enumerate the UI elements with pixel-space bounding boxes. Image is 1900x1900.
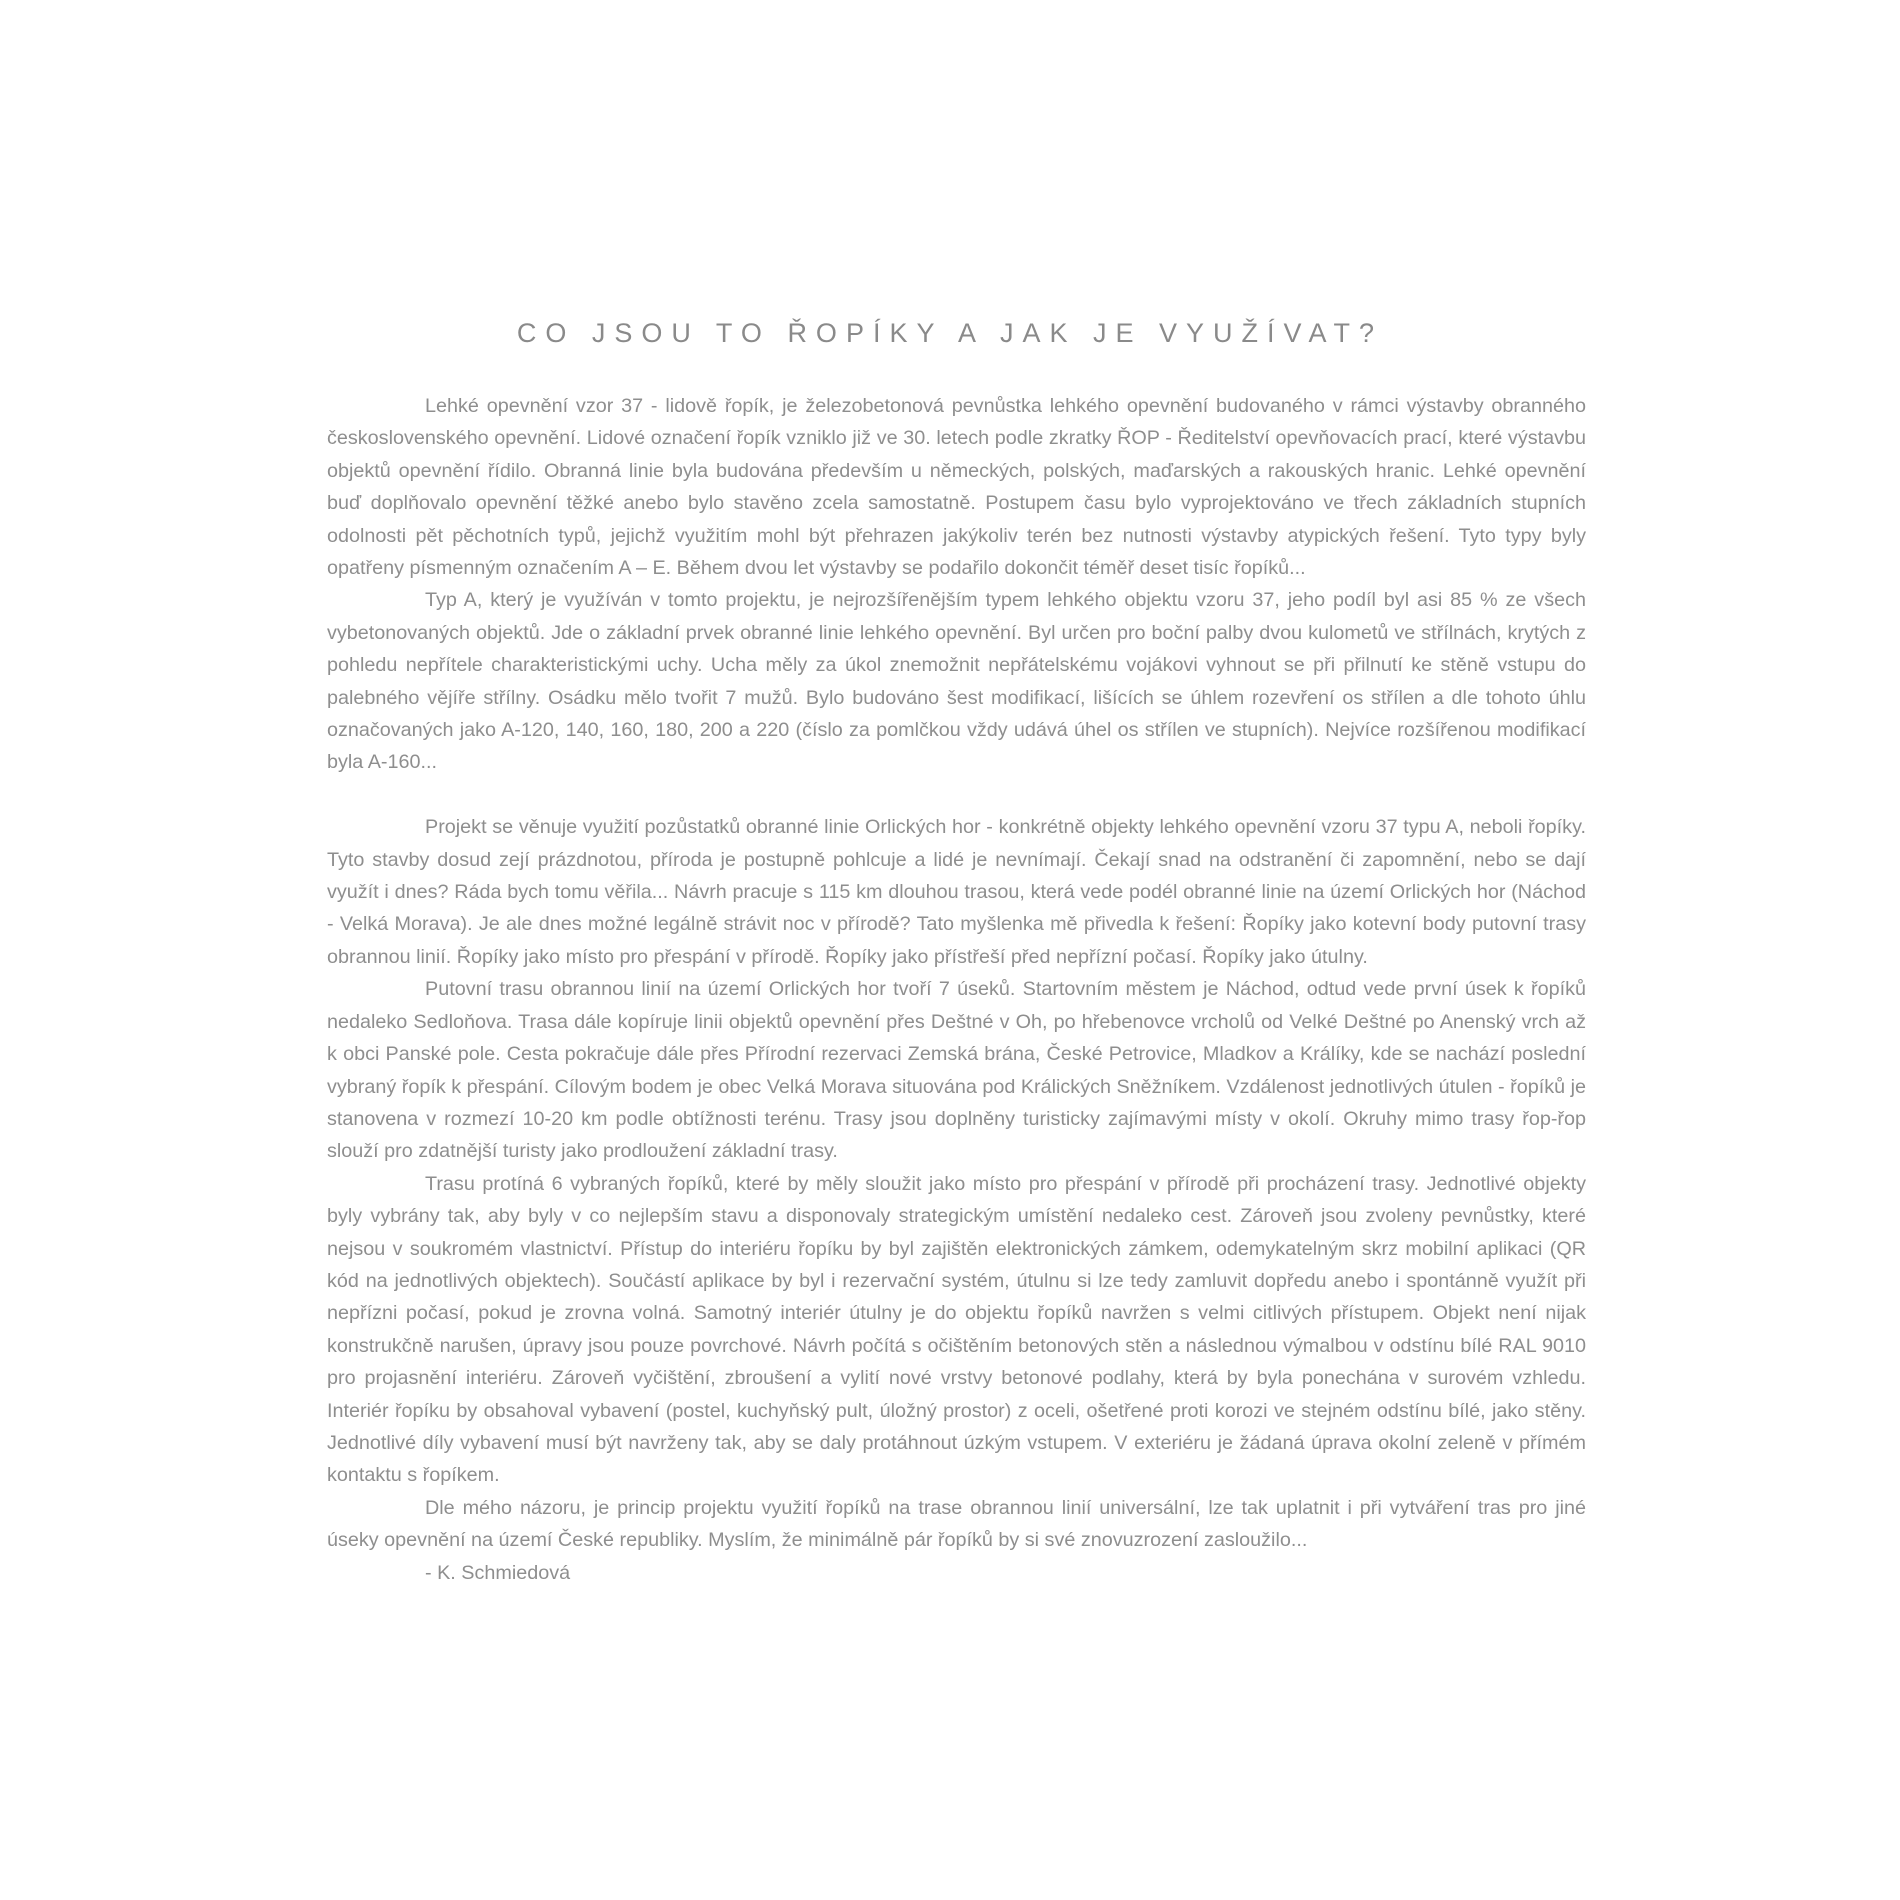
paragraph-route: Putovní trasu obrannou linií na území Orlických hor tvoří 7 úseků. Startovním městem je Náchod, odtud vede první úsek k řopíků nedaleko Sedloňova. Trasa dále kopíruje linii objektů opevnění přes Deštné v Oh, po hřebenovce vrcholů od Velké Deštné po Anenský vrch až k obci Panské pole. Cesta pokračuje dále přes Přírodní rezervaci Zemská brána, České Petrovice, Mladkov a Králíky, kde se nachází poslední vybraný řopík k přespání. Cílovým bodem je obec Velká Morava situována pod Králických Sněžníkem. Vzdálenost jednotlivých útulen - řopíků je stanovena v rozmezí 10-20 km podle obtížnosti terénu. Trasy jsou doplněny turisticky zajímavými místy v okolí. Okruhy mimo trasy řop-řop slouží pro zdatnější turisty jako prodloužení základní trasy. [327, 978, 1586, 1163]
article-body [327, 390, 1586, 1589]
paragraph-conclusion: Dle mého názoru, je princip projektu využití řopíků na trase obrannou linií universální, lze tak uplatnit i při vytváření tras pro jiné úseky opevnění na území České republiky. Myslím, že minimálně pár řopíků by si své znovuzrození zasloužilo... [327, 1496, 1586, 1552]
paragraph-ropik-definition: Lehké opevnění vzor 37 - lidově řopík, je železobetonová pevnůstka lehkého opevnění budovaného v rámci výstavby obranného československého opevnění. Lidové označení řopík vzniklo již ve 30. letech podle zkratky ŘOP - Ředitelství opevňovacích prací, které výstavbu objektů opevnění řídilo. Obranná linie byla budována především u německých, polských, maďarských a rakouských hranic. Lehké opevnění buď doplňovalo opevnění těžké anebo bylo stavěno zcela samostatně. Postupem času bylo vyprojektováno ve třech základních stupních odolnosti pět pěchotních typů, jejichž využitím mohl být přehrazen jakýkoliv terén bez nutnosti výstavby atypických řešení. Tyto typy byly opatřeny písmenným označením A – E. Během dvou let výstavby se podařilo dokončit téměř deset tisíc řopíků... [327, 395, 1586, 580]
paragraph-project-intro: Projekt se věnuje využití pozůstatků obranné linie Orlických hor - konkrétně objekty lehkého opevnění vzoru 37 typu A, neboli řopíky. Tyto stavby dosud zejí prázdnotou, příroda je postupně pohlcuje a lidé je nevnímají. Čekají snad na odstranění či zapomnění, nebo se dají využít i dnes? Ráda bych tomu věřila... Návrh pracuje s 115 km dlouhou trasou, která vede podél obranné linie na území Orlických hor (Náchod - Velká Morava). Je ale dnes možné legálně strávit noc v přírodě? Tato myšlenka mě přivedla k řešení: Řopíky jako kotevní body putovní trasy obrannou linií. Řopíky jako místo pro přespání v přírodě. Řopíky jako přístřeší před nepřízní počasí. Řopíky jako útulny. [327, 816, 1586, 968]
paragraph-type-a: Typ A, který je využíván v tomto projektu, je nejrozšířenějším typem lehkého objektu vzoru 37, jeho podíl byl asi 85 % ze všech vybetonovaných objektů. Jde o základní prvek obranné linie lehkého opevnění. Byl určen pro boční palby dvou kulometů ve střílnách, krytých z pohledu nepřítele charakteristickými uchy. Ucha měly za úkol znemožnit nepřátelskému vojákovi vyhnout se při přilnutí ke stěně vstupu do palebného vějíře střílny. Osádku mělo tvořit 7 mužů. Bylo budováno šest modifikací, lišících se úhlem rozevření os střílen a dle tohoto úhlu označovaných jako A-120, 140, 160, 180, 200 a 220 (číslo za pomlčkou vždy udává úhel os střílen ve stupních). Nejvíce rozšířenou modifikací byla A-160... [327, 589, 1586, 774]
page-title: CO JSOU TO ŘOPÍKY A JAK JE VYUŽÍVAT? [516, 318, 1384, 348]
paragraph-shelters: Trasu protíná 6 vybraných řopíků, které by měly sloužit jako místo pro přespání v přírodě při procházení trasy. Jednotlivé objekty byly vybrány tak, aby byly v co nejlepším stavu a disponovaly strategickým umístění nedaleko cest. Zároveň jsou zvoleny pevnůstky, které nejsou v soukromém vlastnictví. Přístup do interiéru řopíku by byl zajištěn elektronických zámkem, odemykatelným skrz mobilní aplikaci (QR kód na jednotlivých objektech). Součástí aplikace by byl i rezervační systém, útulnu si lze tedy zamluvit dopředu anebo i spontánně využít při nepřízni počasí, pokud je zrovna volná. Samotný interiér útulny je do objektu řopíků navržen s velmi citlivých přístupem. Objekt není nijak konstrukčně narušen, úpravy jsou pouze povrchové. Návrh počítá s očištěním betonových stěn a následnou výmalbou v odstínu bílé RAL 9010 pro projasnění interiéru. Zároveň vyčištění, zbroušení a vylití nové vrstvy betonové podlahy, která by byla ponechána v surovém vzhledu. Interiér řopíku by obsahoval vybavení (postel, kuchyňský pult, úložný prostor) z oceli, ošetřené proti korozi ve stejném odstínu bílé, jako stěny. Jednotlivé díly vybavení musí být navrženy tak, aby se daly protáhnout úzkým vstupem. V exteriéru je žádaná úprava okolní zeleně v přímém kontaktu s řopíkem. [327, 1172, 1586, 1487]
paragraph-spacer [327, 779, 1586, 811]
author-signature: - K. Schmiedová [425, 1561, 571, 1584]
